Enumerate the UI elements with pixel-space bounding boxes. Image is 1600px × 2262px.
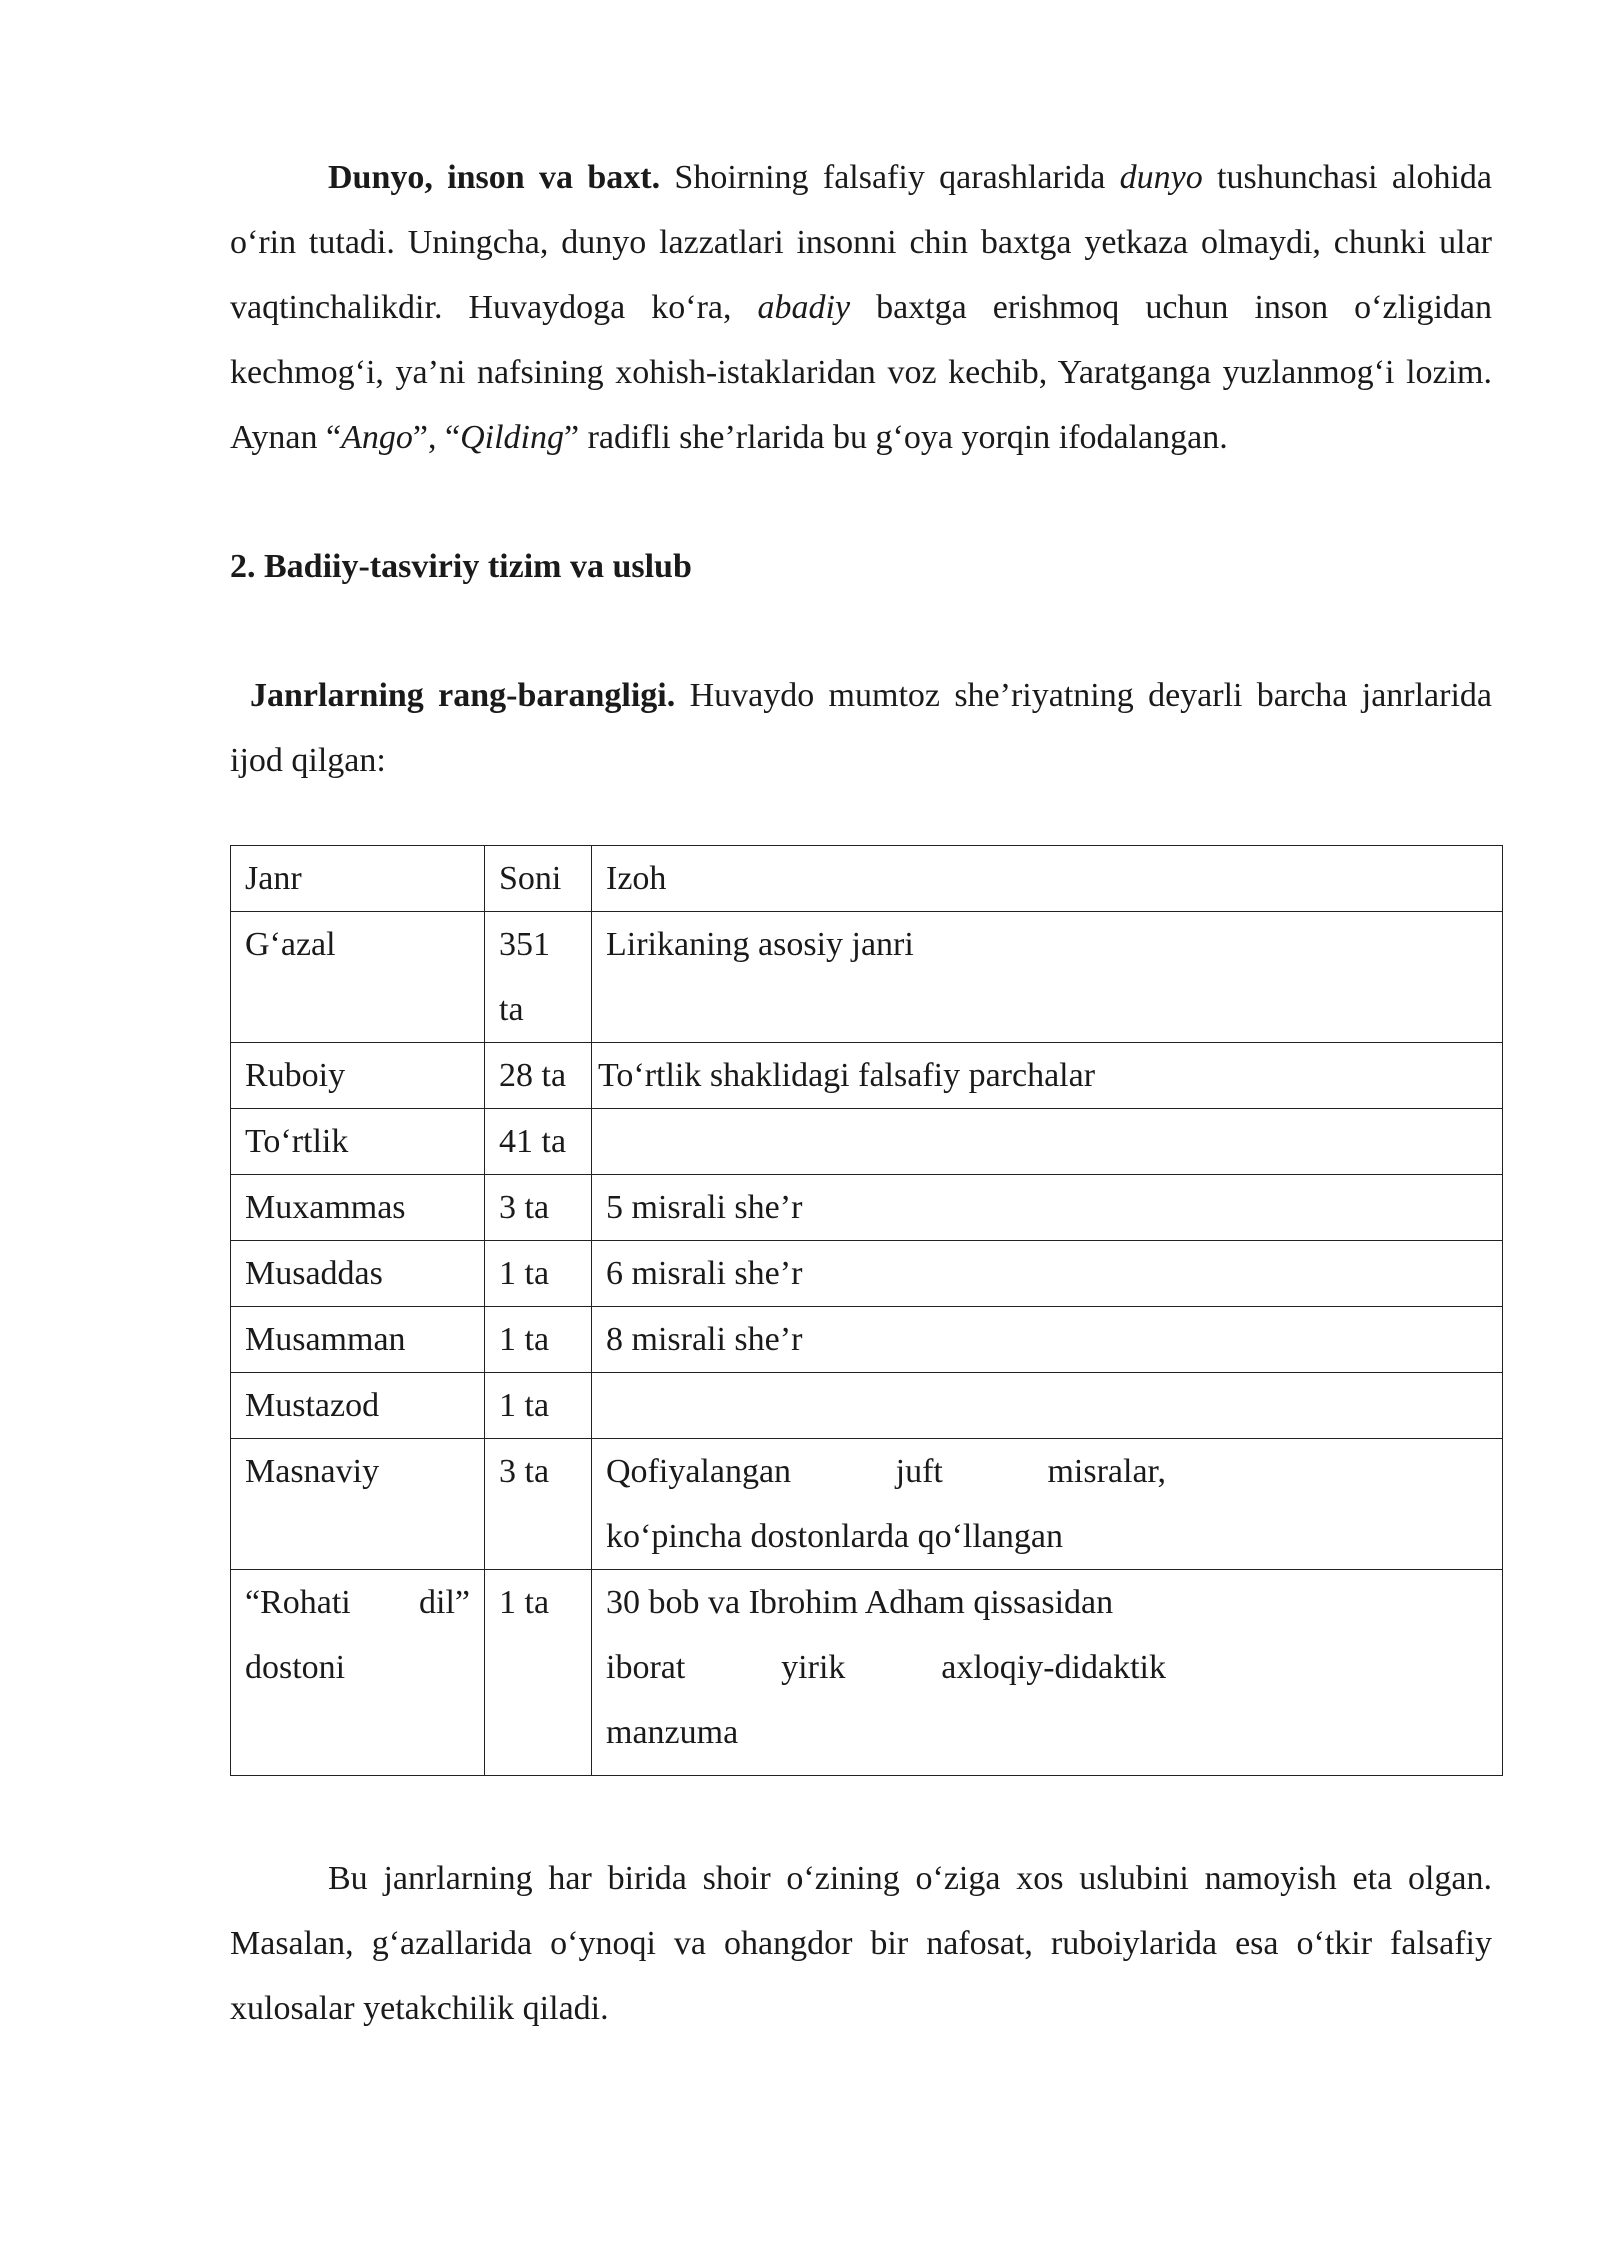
table-cell-janr: Musaddas (231, 1241, 485, 1307)
table-row (231, 1241, 1503, 1307)
table-row (231, 1043, 1503, 1109)
paragraph-conclusion: Bu janrlarning har birida shoir o‘zining o‘ziga xos uslubini namoyish eta olgan. Masalan, g‘azallarida o‘ynoqi va ohangdor bir nafosat, ruboiylarida esa o‘tkir falsafiy xulosalar yetakchilik qiladi. (230, 1860, 1492, 2027)
table-cell-janr: To‘rtlik (231, 1109, 485, 1175)
table-cell-izoh: To‘rtlik shaklidagi falsafiy parchalar (592, 1043, 1503, 1109)
table-cell-janr: Mustazod (231, 1373, 485, 1439)
table-row (231, 1109, 1503, 1175)
table-cell-izoh: 30 bob va Ibrohim Adham qissasidan iborat yirik axloqiy-didaktik manzuma (592, 1570, 1503, 1776)
table-cell-janr: Masnaviy (231, 1439, 485, 1570)
table-cell-soni: 1 ta (485, 1307, 592, 1373)
section-heading-2: 2. Badiiy-tasviriy tizim va uslub (230, 548, 692, 585)
paragraph-janrlar: Janrlarning rang-barangligi. Huvaydo mumtoz she’riyatning deyarli barcha janrlarida ijod qilgan: (230, 677, 1492, 779)
paragraph-title-janrlar: Janrlarning rang-barangligi. (250, 677, 676, 714)
table-header-izoh: Izoh (592, 846, 1503, 912)
table-cell-izoh: 5 misrali she’r (592, 1175, 1503, 1241)
table-row (231, 1439, 1503, 1570)
table-row (231, 1373, 1503, 1439)
table-cell-izoh: Lirikaning asosiy janri (592, 912, 1503, 1043)
table-row (231, 1175, 1503, 1241)
table-cell-soni: 28 ta (485, 1043, 592, 1109)
table-cell-janr: “Rohati dil” dostoni (231, 1570, 485, 1776)
table-row (231, 1307, 1503, 1373)
table-cell-soni: 41 ta (485, 1109, 592, 1175)
table-cell-izoh: Qofiyalangan juft misralar, ko‘pincha dostonlarda qo‘llangan (592, 1439, 1503, 1570)
table-header-row (231, 846, 1503, 912)
table-row (231, 1570, 1503, 1776)
table-cell-janr: Muxammas (231, 1175, 485, 1241)
table-cell-izoh: 6 misrali she’r (592, 1241, 1503, 1307)
table-cell-janr: G‘azal (231, 912, 485, 1043)
table-cell-soni: 1 ta (485, 1570, 592, 1776)
table-cell-soni: 1 ta (485, 1373, 592, 1439)
table-cell-soni: 351 ta (485, 912, 592, 1043)
paragraph-dunyo-inson-baxt: Dunyo, inson va baxt. Shoirning falsafiy qarashlarida dunyo tushunchasi alohida o‘rin tutadi. Uningcha, dunyo lazzatlari insonni chin baxtga yetkaza olmaydi, chunki ular vaqtinchalikdir. Huvaydoga ko‘ra, abadiy baxtga erishmoq uchun inson o‘zligidan kechmog‘i, ya’ni nafsining xohish-istaklaridan voz kechib, Yaratganga yuzlanmog‘i lozim. Aynan “Ango”, “Qilding” radifli she’rlarida bu g‘oya yorqin ifodalangan. (230, 159, 1492, 456)
table-cell-soni: 1 ta (485, 1241, 592, 1307)
genre-table (230, 845, 1503, 1776)
table-cell-izoh (592, 1109, 1503, 1175)
table-header-janr: Janr (231, 846, 485, 912)
table-header-soni: Soni (485, 846, 592, 912)
table-cell-izoh: 8 misrali she’r (592, 1307, 1503, 1373)
document-content (230, 145, 1492, 2041)
paragraph-title-dunyo: Dunyo, inson va baxt. (328, 159, 661, 196)
table-cell-janr: Musamman (231, 1307, 485, 1373)
table-cell-janr: Ruboiy (231, 1043, 485, 1109)
table-cell-soni: 3 ta (485, 1439, 592, 1570)
table-cell-soni: 3 ta (485, 1175, 592, 1241)
table-cell-izoh (592, 1373, 1503, 1439)
table-row (231, 912, 1503, 1043)
